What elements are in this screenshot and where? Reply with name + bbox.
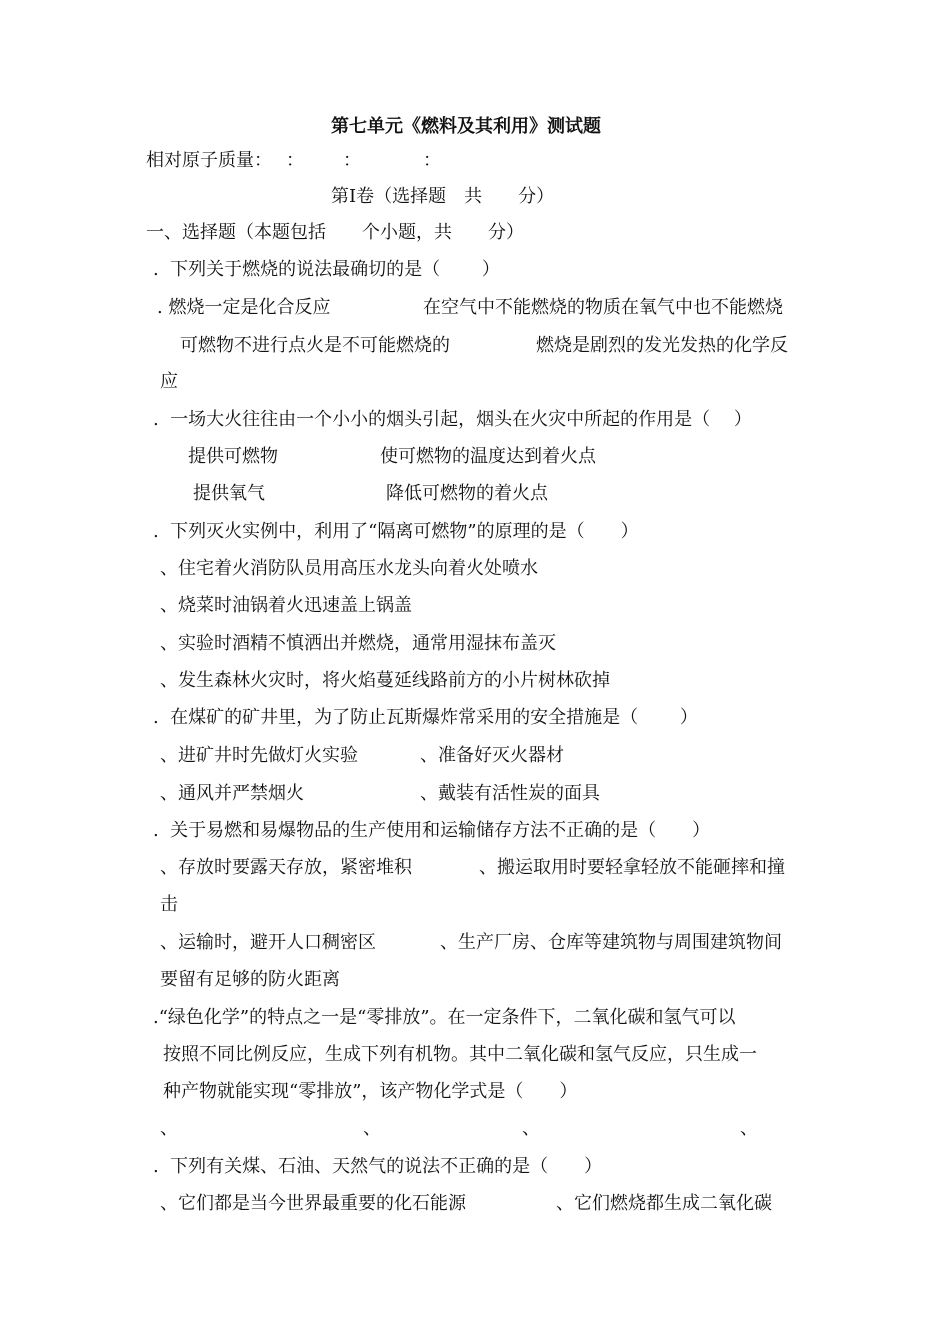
question-2-option-d: 降低可燃物的着火点 (386, 483, 548, 504)
question-3-option-d: 、发生森林火灾时，将火焰蔓延线路前方的小片树林砍掉 (160, 670, 610, 691)
question-1-option-c: 可燃物不进行点火是不可能燃烧的 (180, 335, 450, 356)
question-5-option-a: 、存放时要露天存放，紧密堆积 (160, 857, 412, 878)
atomic-mass-sep-3: ： (423, 150, 441, 171)
question-1-stem: . 下列关于燃烧的说法最确切的是（ ） (153, 259, 500, 280)
question-6-option-b: 、 (363, 1118, 381, 1139)
question-1-option-d: 燃烧是剧烈的发光发热的化学反 (536, 335, 788, 356)
question-7-option-a: 、它们都是当今世界最重要的化石能源 (160, 1193, 466, 1214)
question-5-option-d: 、生产厂房、仓库等建筑物与周围建筑物间 (440, 932, 782, 953)
question-5-option-b-cont: 击 (160, 894, 178, 915)
question-6-option-d: 、 (740, 1118, 758, 1139)
question-5-option-b: 、搬运取用时要轻拿轻放不能砸摔和撞 (479, 857, 785, 878)
question-5-option-c: 、运输时，避开人口稠密区 (160, 932, 376, 953)
question-4-option-a: 、进矿井时先做灯火实验 (160, 745, 358, 766)
question-3-option-a: 、住宅着火消防队员用高压水龙头向着火处喷水 (160, 558, 538, 579)
question-6-stem-line-3: 种产物就能实现“零排放”，该产物化学式是（ ） (163, 1081, 578, 1102)
question-1-option-b: 在空气中不能燃烧的物质在氧气中也不能燃烧 (423, 297, 783, 318)
atomic-mass-sep-2: ： (343, 150, 361, 171)
question-7-stem: . 下列有关煤、石油、天然气的说法不正确的是（ ） (153, 1156, 603, 1177)
question-6-stem-line-1: .“绿色化学”的特点之一是“零排放”。在一定条件下，二氧化碳和氢气可以 (153, 1007, 736, 1028)
section-heading: 一、选择题（本题包括 个小题，共 分） (146, 222, 524, 243)
question-2-option-c: 提供氧气 (193, 483, 265, 504)
question-5-stem: . 关于易燃和易爆物品的生产使用和运输储存方法不正确的是（ ） (153, 820, 711, 841)
question-4-option-d: 、戴装有活性炭的面具 (420, 783, 600, 804)
question-6-stem-line-2: 按照不同比例反应，生成下列有机物。其中二氧化碳和氢气反应，只生成一 (163, 1044, 757, 1065)
question-3-option-c: 、实验时酒精不慎洒出并燃烧，通常用湿抹布盖灭 (160, 633, 556, 654)
question-3-stem: . 下列灭火实例中，利用了“隔离可燃物”的原理的是（ ） (153, 521, 639, 542)
question-6-option-c: 、 (522, 1118, 540, 1139)
question-4-option-b: 、准备好灭火器材 (420, 745, 564, 766)
volume-heading: 第Ⅰ卷（选择题 共 分） (331, 186, 555, 207)
question-4-option-c: 、通风并严禁烟火 (160, 783, 304, 804)
question-2-option-b: 使可燃物的温度达到着火点 (380, 446, 596, 467)
question-3-option-b: 、烧菜时油锅着火迅速盖上锅盖 (160, 595, 412, 616)
question-2-stem: . 一场大火往往由一个小小的烟头引起，烟头在火灾中所起的作用是（ ） (153, 409, 752, 430)
question-6-option-a: 、 (160, 1118, 178, 1139)
question-1-option-a: . 燃烧一定是化合反应 (157, 297, 331, 318)
doc-title: 第七单元《燃料及其利用》测试题 (331, 116, 601, 137)
atomic-mass-sep-1: ： (286, 150, 304, 171)
question-1-option-d-cont: 应 (160, 371, 178, 392)
atomic-mass-label: 相对原子质量： (146, 150, 272, 171)
question-2-option-a: 提供可燃物 (188, 446, 278, 467)
question-5-option-d-cont: 要留有足够的防火距离 (160, 969, 340, 990)
question-7-option-b: 、它们燃烧都生成二氧化碳 (556, 1193, 772, 1214)
question-4-stem: . 在煤矿的矿井里，为了防止瓦斯爆炸常采用的安全措施是（ ） (153, 707, 698, 728)
